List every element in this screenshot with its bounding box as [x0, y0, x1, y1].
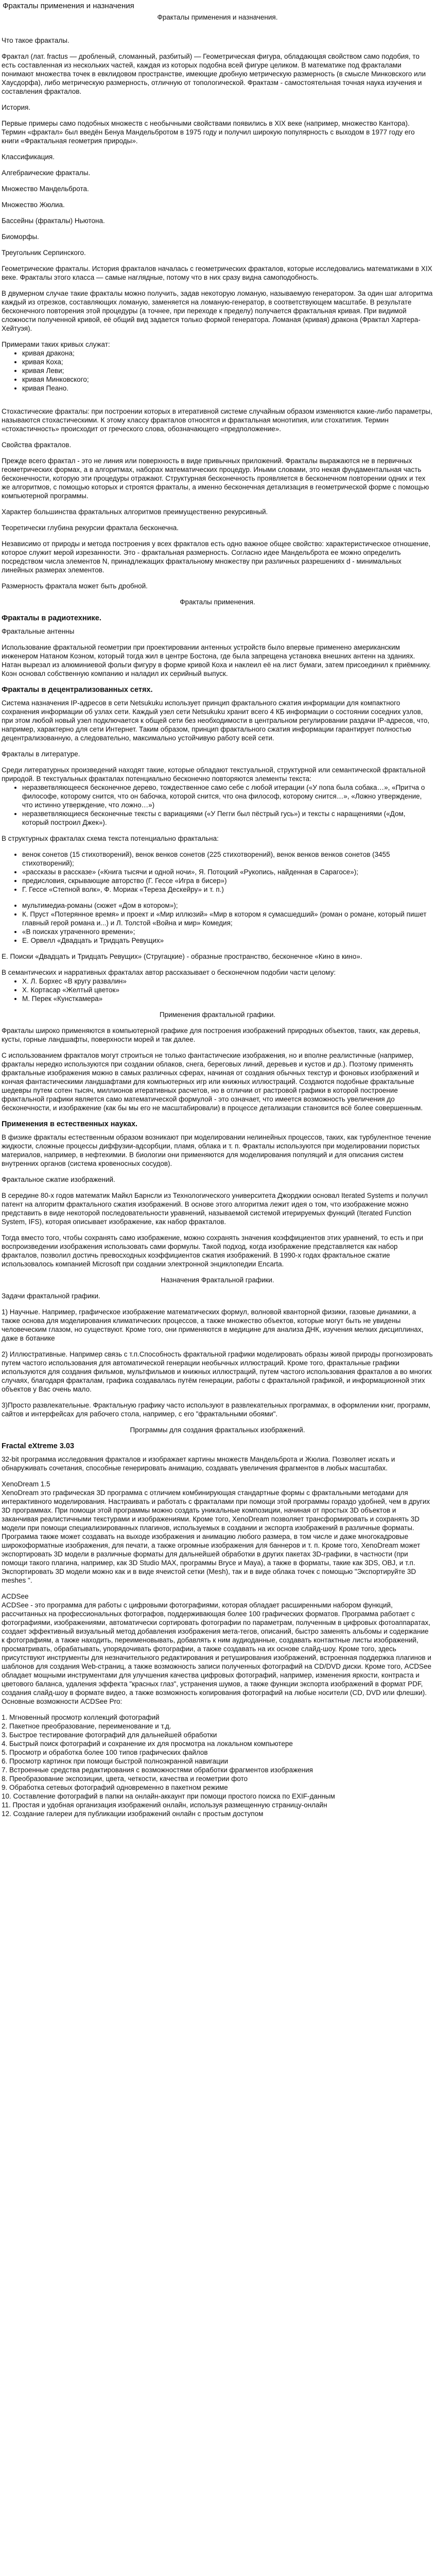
paragraph: Алгебраические фракталы.	[2, 169, 91, 177]
paragraph: 11. Простая и удобная организация изображений онлайн, используя размещенную страницу-онлайн	[2, 1801, 327, 1809]
paragraph: ACDSee	[2, 1592, 29, 1600]
centered-heading: Назначения Фрактальной графики.	[161, 1276, 274, 1284]
list-item: • Г. Гессе «Степной волк», Ф. Мориак «Тереза Дескейру» и т. п.)	[22, 885, 433, 894]
list-item: • кривая Пеано.	[22, 384, 433, 393]
paragraph: 6. Просмотр картинок при помощи быстрой полноэкранной навигации	[2, 1757, 228, 1765]
centered-heading: Фракталы применения.	[180, 598, 255, 606]
paragraph: Задачи фрактальной графики.	[2, 1292, 100, 1300]
paragraph: ACDSee - это программа для работы с цифровыми фотографиями, которая обладает расширенными набором функций, рассчитанных на профессиональных фотографов, поддерживающая более 100 графических форматов. Программа работает с фотографиями, изображениями, автоматически сортировать фотографии по параметрам, полученным в цифровых фотоаппаратах, создает эффективный визуальный метод добавления изображения мета-тегов, описаний, быстро заменять альбомы и содержание к фотографиям, а также находить, переименовывать, добавлять к ним аудиоданные, создавать контактные листы изображений, просматривать, обрабатывать, упорядочивать фотографии, а также создавать на их основе слайд-шоу. Кроме того, здесь присутствуют инструменты для незначительного редактирования и ретуширования изображений, встроенная поддержка плагинов и шаблонов для создания Web-страниц, а также возможность записи полученных фотографий на CD/DVD диски. Кроме того, ACDSee обладает мощными инструментами для улучшения качества цифровых фотографий, например, изменения яркости, контраста и цветового баланса, удаления эффекта "красных глаз", устранения шумов, а также функции экспорта изображений в формат PDF, создания слайд-шоу в формате видео, а также возможность копирования фотографий на любые носители (CD, DVD или флешки). Основные возможности ACDSee Pro:	[2, 1601, 431, 1705]
paragraph: 12. Создание галереи для публикации изображений онлайн с простым доступом	[2, 1810, 264, 1818]
paragraph: 8. Преобразование экспозиции, цвета, четкости, качества и геометрии фото	[2, 1775, 248, 1783]
paragraph: Фрактальные антенны	[2, 628, 75, 635]
paragraph: 3. Быстрое тестирование фотографий для дальнейшей обработки	[2, 1731, 217, 1739]
list-item: • «рассказы в рассказе» («Книга тысячи и одной ночи», Я. Потоцкий «Рукопись, найденная в Сарагосе»);	[22, 868, 433, 876]
paragraph: 9. Обработка сетевых фотографий одновременно в пакетном режиме	[2, 1784, 228, 1791]
paragraph: Тогда вместо того, чтобы сохранять само изображение, можно сохранять значения коэффициентов этих уравнений, то есть и при воспроизведении изображения использовать сами формулы. Такой подход, когда изображение представляется как набор фракталов, позволил достичь превосходных коэффициентов сжатия изображений. В 1990-х годах фрактальное сжатие использовалось компанией Microsoft при создании электронной энциклопедии Encarta.	[2, 1234, 424, 1268]
centered-heading: Программы для создания фрактальных изображений.	[130, 1426, 305, 1434]
paragraph: 2) Иллюстративные. Например связь с т.п.Способность фрактальной графики моделировать образы живой природы прогнозировать путем частого использования для автоматической генерации необычных иллюстраций. Кроме того, фрактальные графики используются для создания фильмов, мультфильмов и книжных иллюстраций, путем частого использования фракталов а во многих случаях, благодаря фракталам, графика создавалась путём генерации, работы с фрактальной графикой, и информационной этих объектов у Вас очень мало.	[2, 1350, 433, 1393]
paragraph: 1. Мгновенный просмотр коллекций фотографий	[2, 1714, 160, 1721]
paragraph: Размерность фрактала может быть дробной.	[2, 582, 148, 590]
paragraph: Стохастические фракталы: при построении которых в итеративной системе случайным образом изменяются какие-либо параметры, называются стохастическими. К этому классу фракталов относятся и фрактальная монотипия, или стохатипия. Термин «стохастичность» происходит от греческого слова, обозначающего «предположение».	[2, 408, 432, 433]
paragraph: История.	[2, 104, 31, 111]
section-heading: Применения в естественных науках.	[2, 1120, 138, 1128]
list-item: • «В поисках утраченного времени»;	[22, 927, 433, 936]
list-item: • мультимедиа-романы (сюжет «Дом в котором»);	[22, 901, 433, 910]
paragraph: Теоретически глубина рекурсии фрактала бесконечна.	[2, 524, 179, 532]
paragraph: Геометрические фракталы. История фракталов началась с геометрических фракталов, которые исследовались математиками в XIX веке. Фракталы этого класса — самые наглядные, потому что в них сразу видна самоподобность.	[2, 265, 432, 281]
paragraph: Примерами таких кривых служат:	[2, 341, 110, 348]
spacer	[2, 29, 433, 36]
paragraph: Фракталы широко применяются в компьютерной графике для построения изображений природных объектов, таких, как деревья, кусты, горные ландшафты, поверхности морей и так далее.	[2, 1027, 421, 1043]
list-item: • Х. Кортасар «Желтый цветок»	[22, 986, 433, 994]
list-item: • кривая Леви;	[22, 366, 433, 375]
bullet-list	[2, 901, 433, 945]
list-item: • М. Перек «Кунсткамера»	[22, 994, 433, 1003]
paragraph: Треугольник Серпинского.	[2, 249, 86, 257]
list-item: • кривая Коха;	[22, 358, 433, 366]
paragraph: Независимо от природы и метода построения у всех фракталов есть одно важное общее свойство: характеристическое отношение, которое служит мерой изрезанности. Это - фрактальная размерность. Согласно идее Мандельброта ее можно определить посредством числа элементов N, принадлежащих фрактальному множеству при различных разрешениях d - минимальных линейных размерах элементов.	[2, 540, 431, 574]
paragraph: Классификация.	[2, 153, 55, 161]
paragraph: 5. Просмотр и обработка более 100 типов графических файлов	[2, 1749, 208, 1756]
paragraph: Множество Мандельброта.	[2, 185, 89, 193]
bullet-list	[2, 977, 433, 1003]
paragraph: В двумерном случае такие фракталы можно получить, задав некоторую ломаную, называемую генератором. За один шаг алгоритма каждый из отрезков, составляющих ломаную, заменяется на ломаную-генератор, в соответствующем масштабе. В результате бесконечного повторения этой процедуры (а точнее, при переходе к пределу) получается фрактальная кривая. При видимой сложности полученной кривой, её общий вид задается только формой генератора. Ломаная (кривая) дракона (Фрактал Хартера-Хейтуэя).	[2, 290, 433, 332]
paragraph: XenoDream это графическая 3D программа с отличием комбинирующая стандартные формы с фрактальными методами для интерактивного моделирования. Настраивать и работать с фракталами при помощи этой программы гораздо удобней, чем в других 3D программах. При помощи этой программы можно создать уникальные композиции, начиная от простых 3D объектов и заканчивая реалистичными текстурами и изображениями. Кроме того, XenoDream позволяет трансформировать и сохранять 3D модели при помощи специализированных плагинов, используемых в создании и экспорта изображений в различные форматы. Программа также может создавать на выходе изображения и анимацию любого размера, в том числе и даже многокадровые широкоформатные изображения, для печати, а также огромные изображения для баннеров и т. п. Кроме того, XenoDream может экспортировать 3D модели в различные форматы для дальнейшей обработки в других пакетах 3D-графики, в частности (при помощи такого плагина, например, как 3D Studio MAX, программы Bryce и Maya), а также в форматы, такие как 3DS, OBJ, и т.п. Экспортировать 3D модели можно как и в виде ячеистой сетки (Mesh), так и в виде облака точек с помощью "Экспортируйте 3D meshes ".	[2, 1489, 430, 1584]
paragraph: С использованием фракталов могут строиться не только фантастические изображения, но и вполне реалистичные (например, фракталы нередко используются при создании облаков, снега, береговых линий, деревьев и кустов и др.). Поэтому применять фрактальные изображения можно в самых различных сферах, начиная от создания обычных текстур и фоновых изображений и кончая фантастическими ландшафтами для компьютерных игр или книжных иллюстраций. Создаются подобные фрактальные шедевры путем сотен тысяч, миллионов итеративных расчетов, но в отличии от растровой графики в которой построение фрактальной графики является само математической формулой - это означает, что имеется возможность увеличения до бесконечности, и изображение (как бы мы его не масштабировали) в процессе детализации становится всё более совершенным.	[2, 1052, 423, 1112]
list-item: • кривая Минковского;	[22, 375, 433, 384]
paragraph: В структурных фракталах схема текста потенциально фрактальна:	[2, 835, 219, 842]
paragraph: Бассейны (фракталы) Ньютона.	[2, 217, 105, 225]
section-heading: Фракталы в децентрализованных сетях.	[2, 686, 153, 694]
list-item: • неразветвляющееся бесконечное дерево, тождественное само себе с любой итерации («У попа была собака…», «Притча о философе, которому снится, что он бабочка, которой снится, что она философ, которому снится…», «Ложно утверждение, что истинно утверждение, что ложно…»)	[22, 783, 433, 809]
paragraph: 4. Быстрый поиск фотографий и сохранение их для просмотра на локальном компьютере	[2, 1740, 293, 1748]
bullet-list	[2, 783, 433, 827]
list-item: • предисловия, скрывающие авторство (Г. Гессе «Игра в бисер»)	[22, 876, 433, 885]
bullet-list	[2, 349, 433, 393]
list-item: • неразветвляющиеся бесконечные тексты с вариациями («У Пегги был пёстрый гусь») и тексты с наращениями («Дом, который построил Джек»).	[22, 809, 433, 827]
paragraph: Использование фрактальной геометрии при проектировании антенных устройств было впервые применено американским инженером Натаном Коэном, который тогда жил в центре Бостона, где была запрещена установка внешних антенн на зданиях. Натан вырезал из алюминиевой фольги фигуру в форме кривой Коха и наклеил её на лист бумаги, затем присоединил к приёмнику. Коэн основал собственную компанию и наладил их серийный выпуск.	[2, 643, 431, 677]
section-heading: Fractal eXtreme 3.03	[2, 1442, 75, 1450]
list-item: • Х. Л. Борхес «В кругу развалин»	[22, 977, 433, 986]
paragraph: Прежде всего фрактал - это не линия или поверхность в виде привычных приложений. Фракталы выражаются не в первичных геометрических формах, а в алгоритмах, наборах математических процедур. Иными словами, это некая фундаментальная часть бесконечности, которую эти процедуры отражают. Структурная бесконечность проявляется в бесконечном повторении одних и тех же алгоритмов, с помощью которых и строятся фракталы, а именно бесконечная детализация в геометрической форме с помощью компьютерной программы.	[2, 457, 429, 500]
paragraph: Множество Жюлиа.	[2, 201, 65, 209]
paragraph: 2. Пакетное преобразование, переименование и т.д.	[2, 1722, 171, 1730]
paragraph: В физике фракталы естественным образом возникают при моделировании нелинейных процессов, таких, как турбулентное течение жидкости, сложные процессы диффузии-адсорбции, пламя, облака и т. п. Фракталы используются при моделировании пористых материалов, например, в нефтехимии. В биологии они применяются для моделирования популяций и для описания систем внутренних органов (система кровеносных сосудов).	[2, 1133, 431, 1167]
paragraph: Фрактал (лат. fractus — дробленый, сломанный, разбитый) — Геометрическая фигура, обладающая свойством само подобия, то есть составленная из нескольких частей, каждая из которых подобна всей фигуре целиком. В математике под фракталами понимают множества точек в евклидовом пространстве, имеющие дробную метрическую размерность (в смысле Минковского или Хаусдорфа), либо метрическую размерность, отличную от топологической. Фрактазм - самостоятельная точная наука изучения и составления фракталов.	[2, 53, 426, 95]
paragraph: Система назначения IP-адресов в сети Netsukuku использует принцип фрактального сжатия информации для компактного сохранения информации об узлах сети. Каждый узел сети Netsukuku хранит всего 4 КБ информации о состоянии соседних узлов, при этом любой новый узел подключается к общей сети без необходимости в центральном регулировании раздачи IP-адресов, что, например, характерно для сети Интернет. Таким образом, принцип фрактального сжатия информации гарантирует полностью децентрализованную, а следовательно, максимально устойчивую работу всей сети.	[2, 699, 430, 742]
centered-heading: Применения фрактальной графики.	[159, 1011, 276, 1019]
paragraph: Фракталы в литературе.	[2, 750, 80, 758]
paragraph: 3)Просто развлекательные. Фрактальную графику часто используют в развлекательных программах, в оформлении книг, программ, сайтов и интерфейсах для рабочего стола, например, с его "фрактальными обоями".	[2, 1401, 431, 1418]
list-item: • кривая дракона;	[22, 349, 433, 358]
spacer	[2, 400, 433, 407]
paragraph: Свойства фракталов.	[2, 441, 72, 449]
document-page	[0, 1, 436, 1818]
bullet-list	[2, 850, 433, 894]
paragraph: Фрактальное сжатие изображений.	[2, 1176, 115, 1183]
paragraph: В середине 80-х годов математик Майкл Барнсли из Технологического университета Джорджии основал Iterated Systems и получил патент на алгоритм фрактального сжатия изображений. В основе этого алгоритма лежит идея о том, что изображение можно представить в виде некоторой последовательности уравнений, называемой системой итерируемых функций (Iterated Function System, IFS), которая описывает изображение, как набор фракталов.	[2, 1192, 428, 1226]
paragraph: Среди литературных произведений находят такие, которые обладают текстуальной, структурной или семантической фрактальной природой. В текстуальных фракталах потенциально бесконечно повторяются элементы текста:	[2, 766, 426, 783]
paragraph: Что такое фракталы.	[2, 37, 69, 44]
section-heading: Фракталы в радиотехнике.	[2, 614, 101, 622]
paragraph: Характер большинства фрактальных алгоритмов преимущественно рекурсивный.	[2, 508, 268, 516]
paragraph: Биоморфы.	[2, 233, 39, 241]
list-item: • Е. Орвелл «Двадцать и Тридцать Ревущих»	[22, 936, 433, 945]
paragraph: В семантических и нарративных фракталах автор рассказывает о бесконечном подобии части целому:	[2, 969, 336, 976]
paragraph: XenoDream 1.5	[2, 1480, 50, 1488]
paragraph: 7. Встроенные средства редактирования с возможностями обработки фрагментов изображения	[2, 1766, 313, 1774]
list-item: • венок сонетов (15 стихотворений), венок венков сонетов (225 стихотворений), венок венков венков сонетов (3455 стихотворений);	[22, 850, 433, 868]
list-item: • К. Пруст «Потерянное время» и проект и «Мир иллюзий» «Мир в котором я сумасшедший» (роман о романе, который пишет главный герой романа и...) и Л. Толстой «Война и мир» Комедия;	[22, 910, 433, 927]
centered-heading: Фракталы применения и назначения.	[157, 13, 278, 21]
paragraph: 10. Составление фотографий в папки на онлайн-аккаунт при помощи простого поиска по EXIF-данным	[2, 1792, 335, 1800]
paragraph: Е. Поиски «Двадцать и Тридцать Ревущих» (Стругацкие) - образные пространство, бесконечное «Кино в кино».	[2, 953, 362, 960]
paragraph: Первые примеры само подобных множеств с необычными свойствами появились в XIX веке (например, множество Кантора). Термин «фрактал» был введён Бенуа Мандельбротом в 1975 году и получил широкую популярность с выходом в 1977 году его книги «Фрактальная геометрия природы».	[2, 120, 415, 145]
paragraph: 1) Научные. Например, графическое изображение математических формул, волновой кванторной физики, газовые динамики, а также основа для моделирования климатических процессов, а также множество объектов, которые могут быть не увидены человеческим глазом, но существуют. Кроме того, они применяются в медицине для анализа ДНК, изучения мелких дисциплинах, даже в ботанике	[2, 1308, 424, 1342]
paragraph: 32-bit программа исследования фракталов и изображает картины множеств Мандельброта и Жюлиа. Позволяет искать и обнаруживать сочетания, способные генерировать анимацию, создавать увеличения фрагментов в любых масштабах.	[2, 1455, 395, 1472]
page-title: Фракталы применения и назначения	[3, 2, 134, 10]
